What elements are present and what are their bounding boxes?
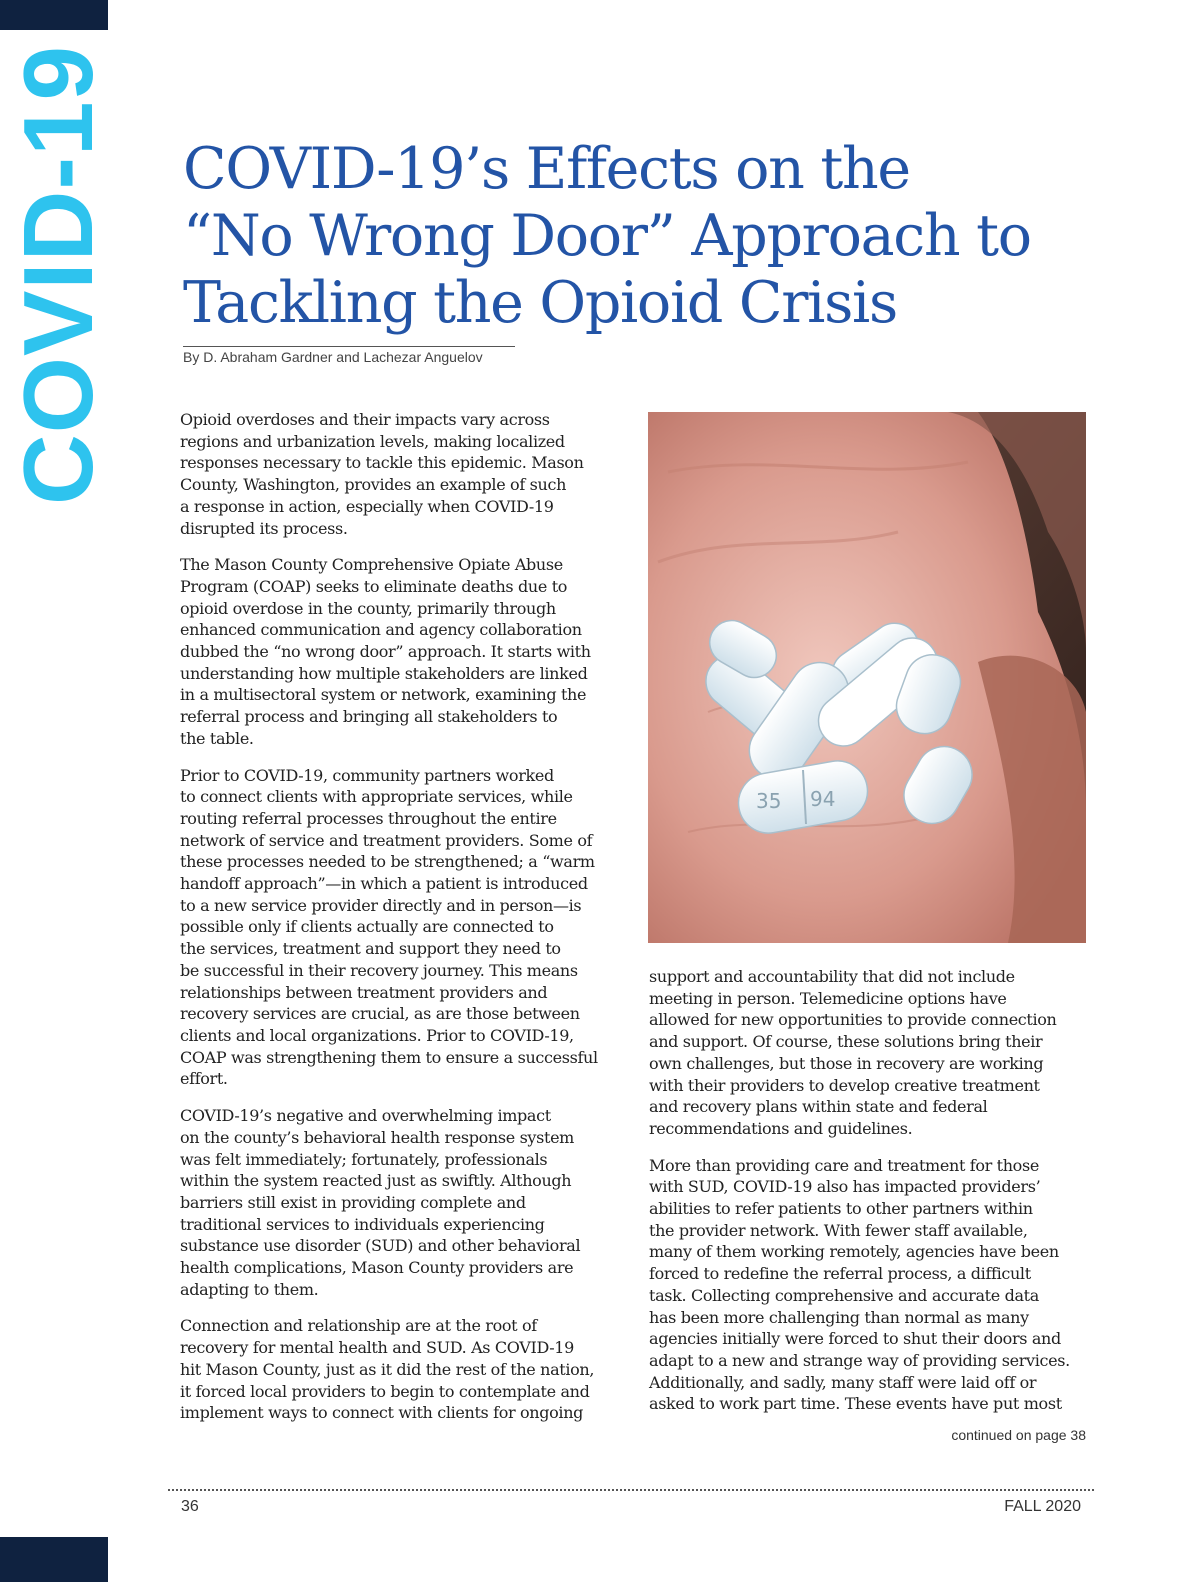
paragraph-line: recovery services are crucial, as are those between [180,1004,580,1024]
right-column [649,966,1099,1430]
paragraph-line: The Mason County Comprehensive Opiate Abuse [180,555,563,575]
paragraph-line: disrupted its process. [180,518,348,538]
paragraph-line: meeting in person. Telemedicine options have [649,988,1007,1008]
paragraph-line: understanding how multiple stakeholders are linked [180,663,588,683]
paragraph-line: regions and urbanization levels, making localized [180,431,565,451]
paragraph-line: implement ways to connect with clients for ongoing [180,1403,584,1423]
paragraph-line: within the system reacted just as swiftly. Although [180,1171,572,1191]
footer-divider [168,1489,1094,1491]
paragraph-line: substance use disorder (SUD) and other behavioral [180,1236,581,1256]
pill-imprint-right: 94 [810,787,836,811]
bottom-corner-block [0,1537,108,1582]
body-paragraph [180,1105,630,1300]
paragraph-line: relationships between treatment providers and [180,982,548,1002]
paragraph-line: forced to redefine the referral process, a difficult [649,1264,1031,1284]
paragraph-line: and recovery plans within state and federal [649,1097,988,1117]
paragraph-line: was felt immediately; fortunately, professionals [180,1149,548,1169]
top-corner-block [0,0,108,30]
paragraph-line: handoff approach”—in which a patient is introduced [180,874,588,894]
paragraph-line: to a new service provider directly and in person—is [180,895,582,915]
issue-label: FALL 2020 [1004,1498,1081,1515]
body-paragraph [649,1155,1099,1415]
body-paragraph [180,765,630,1091]
paragraph-line: Program (COAP) seeks to eliminate deaths due to [180,576,568,596]
paragraph-line: barriers still exist in providing complete and [180,1192,526,1212]
paragraph-line: in a multisectoral system or network, examining the [180,685,587,705]
paragraph-line: the table. [180,728,254,748]
paragraph-line: many of them working remotely, agencies have been [649,1242,1059,1262]
paragraph-line: support and accountability that did not include [649,967,1015,986]
paragraph-line: has been more challenging than normal as many [649,1307,1029,1327]
pills-in-hand-photo [648,412,1086,943]
left-column [180,409,630,1439]
paragraph-line: clients and local organizations. Prior to COVID-19, [180,1025,574,1045]
paragraph-line: possible only if clients actually are connected to [180,917,554,937]
paragraph-line: with SUD, COVID-19 also has impacted providers’ [649,1177,1041,1197]
paragraph-line: COAP was strengthening them to ensure a successful [180,1047,598,1067]
paragraph-line: Connection and relationship are at the root of [180,1316,537,1336]
paragraph-line: opioid overdose in the county, primarily through [180,598,556,618]
paragraph-line: with their providers to develop creative treatment [649,1075,1040,1095]
pill-imprint-left: 35 [756,789,782,813]
paragraph-line: asked to work part time. These events have put most [649,1394,1062,1414]
paragraph-line: be successful in their recovery journey. This means [180,960,578,980]
paragraph-line: hit Mason County, just as it did the rest of the nation, [180,1359,595,1379]
paragraph-line: the services, treatment and support they need to [180,939,561,959]
paragraph-line: More than providing care and treatment for those [649,1155,1039,1175]
paragraph-line: it forced local providers to begin to contemplate and [180,1381,590,1401]
paragraph-line: Additionally, and sadly, many staff were laid off or [649,1372,1037,1392]
paragraph-line: on the county’s behavioral health response system [180,1127,575,1147]
page-number: 36 [181,1498,199,1515]
paragraph-line: recovery for mental health and SUD. As COVID-19 [180,1338,574,1358]
body-paragraph [180,1315,630,1424]
continued-note: continued on page 38 [951,1427,1086,1443]
title-line: COVID-19’s Effects on the [183,136,910,202]
article-title [183,136,1103,337]
paragraph-line: Prior to COVID-19, community partners worked [180,765,554,785]
paragraph-line: these processes needed to be strengthened; a “warm [180,852,595,872]
title-line: “No Wrong Door” Approach to [183,203,1031,269]
paragraph-line: recommendations and guidelines. [649,1118,913,1138]
paragraph-line: responses necessary to tackle this epidemic. Mason [180,453,584,473]
paragraph-line: COVID-19’s negative and overwhelming impact [180,1106,551,1126]
paragraph-line: a response in action, especially when COVID-19 [180,496,554,516]
paragraph-line: effort. [180,1069,228,1089]
paragraph-line: traditional services to individuals experiencing [180,1214,545,1234]
body-paragraph [180,554,630,749]
paragraph-line: Opioid overdoses and their impacts vary across [180,410,550,429]
title-line: Tackling the Opioid Crisis [183,270,897,336]
body-paragraph [649,966,1099,1140]
byline: By D. Abraham Gardner and Lachezar Anguelov [183,346,515,365]
paragraph-line: routing referral processes throughout the entire [180,808,557,828]
paragraph-line: allowed for new opportunities to provide connection [649,1010,1057,1030]
paragraph-line: the provider network. With fewer staff available, [649,1220,1028,1240]
paragraph-line: agencies initially were forced to shut their doors and [649,1329,1061,1349]
paragraph-line: adapt to a new and strange way of providing services. [649,1350,1070,1370]
paragraph-line: health complications, Mason County providers are [180,1258,574,1278]
paragraph-line: enhanced communication and agency collaboration [180,620,582,640]
body-paragraph [180,409,630,539]
paragraph-line: referral process and bringing all stakeholders to [180,707,558,727]
paragraph-line: own challenges, but those in recovery are working [649,1053,1044,1073]
paragraph-line: task. Collecting comprehensive and accurate data [649,1285,1039,1305]
paragraph-line: network of service and treatment providers. Some of [180,830,593,850]
paragraph-line: adapting to them. [180,1279,319,1299]
paragraph-line: and support. Of course, these solutions bring their [649,1032,1043,1052]
paragraph-line: to connect clients with appropriate services, while [180,787,573,807]
section-tag: COVID-19 [3,44,113,506]
paragraph-line: dubbed the “no wrong door” approach. It starts with [180,642,591,662]
paragraph-line: abilities to refer patients to other partners within [649,1199,1033,1219]
paragraph-line: County, Washington, provides an example of such [180,475,567,495]
